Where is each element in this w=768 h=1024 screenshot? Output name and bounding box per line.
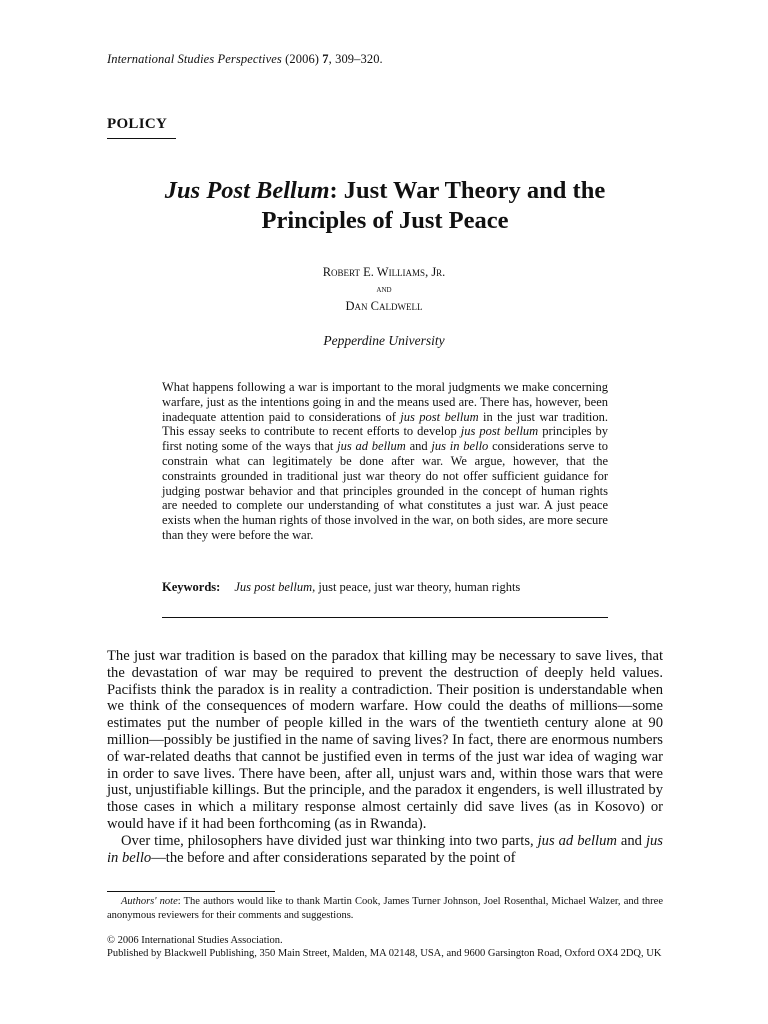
keyword-italic: Jus post bellum <box>234 580 313 594</box>
keywords-list: , just peace, just war theory, human rights <box>312 580 521 594</box>
body-text: and <box>616 832 646 849</box>
copyright-block <box>107 934 667 960</box>
article-title <box>90 176 680 236</box>
authors-note <box>107 895 663 922</box>
body-term: jus in bello <box>107 832 663 866</box>
footnote-lead: Authors' note <box>121 896 178 907</box>
abstract-term: jus post bellum <box>400 409 479 424</box>
abstract-text: in the just war tradition. This essay seeks to contribute to recent efforts to develop <box>162 409 608 439</box>
title-rest-line1: : Just War Theory and the <box>329 177 606 204</box>
abstract-text: considerations serve to constrain what can legitimately be done after war. We argue, however, that the constraints grounded in traditional just war theory do not offer sufficient guidance for judging postwar behavior and that principles grounded in the concept of human rights are needed to complete our understanding of what constitutes a just war. A just peace exists when the human rights of those involved in the war, on both sides, are more secure than they were before the war. <box>162 439 608 542</box>
journal-name: International Studies Perspectives <box>107 52 282 66</box>
author-name-1: Robert E. Williams, Jr. <box>322 265 446 279</box>
abstract-text: principles by first noting some of the ways that <box>162 424 608 454</box>
section-label: POLICY <box>107 116 168 132</box>
journal-pages: , 309–320. <box>328 52 383 66</box>
body-term: jus ad bellum <box>537 832 617 849</box>
title-italic-part: Jus Post Bellum <box>164 177 330 204</box>
footnote-divider <box>107 891 275 892</box>
author-conjunction: and <box>376 284 392 295</box>
author-name-2: Dan Caldwell <box>345 299 423 313</box>
copyright-line: © 2006 International Studies Association. <box>107 935 283 946</box>
abstract-text: and <box>405 439 432 454</box>
abstract-text: What happens following a war is important to the moral judgments we make concerning warfare, just as the intentions going in and the means used are. There has, however, been inadequate attention paid to considerations of <box>162 380 608 424</box>
abstract-term: jus post bellum <box>460 424 539 439</box>
author-block <box>184 264 584 315</box>
journal-year: (2006) <box>285 52 320 66</box>
keywords-line <box>162 580 608 595</box>
abstract-divider <box>162 617 608 618</box>
journal-volume: 7 <box>322 52 329 66</box>
publisher-line: Published by Blackwell Publishing, 350 Main Street, Malden, MA 02148, USA, and 9600 Garsington Road, Oxford OX4 2DQ, UK <box>107 948 662 959</box>
journal-citation <box>107 52 383 67</box>
body-text: Over time, philosophers have divided just war thinking into two parts, <box>121 832 538 849</box>
article-body <box>107 648 663 866</box>
author-affiliation: Pepperdine University <box>323 333 445 348</box>
body-paragraph-1: The just war tradition is based on the paradox that killing may be necessary to save lives, that the devastation of war may be required to prevent the destruction of deeply held values. Pacifists think the paradox is in reality a contradiction. Their position is understandable when we think of the consequences of modern warfare. How could the deaths of millions—some estimates put the number of people killed in the wars of the twentieth century alone at 90 million—possibly be justified in the name of saving lives? In fact, there are enormous numbers of war-related deaths that cannot be justified even in terms of the just war idea of waging war in order to save lives. There have been, after all, unjust wars and, within those wars that were just, unjustifiable killings. But the principle, and the paradox it engenders, is well illustrated by those cases in which a military response almost certainly did save lives (as in Kosovo) or would have if it had been forthcoming (as in Rwanda). <box>107 648 663 832</box>
title-line2: Principles of Just Peace <box>261 207 509 234</box>
footnote-text: : The authors would like to thank Martin Cook, James Turner Johnson, Joel Rosenthal, Michael Walzer, and three anonymous reviewers for their comments and suggestions. <box>107 896 664 921</box>
body-text: —the before and after considerations separated by the point of <box>151 849 516 866</box>
abstract-term: jus ad bellum <box>337 439 406 454</box>
section-divider <box>107 138 176 139</box>
keywords-label: Keywords: <box>162 580 221 594</box>
abstract-term: jus in bello <box>431 439 489 454</box>
abstract <box>162 380 608 543</box>
body-paragraph-2 <box>107 833 663 867</box>
